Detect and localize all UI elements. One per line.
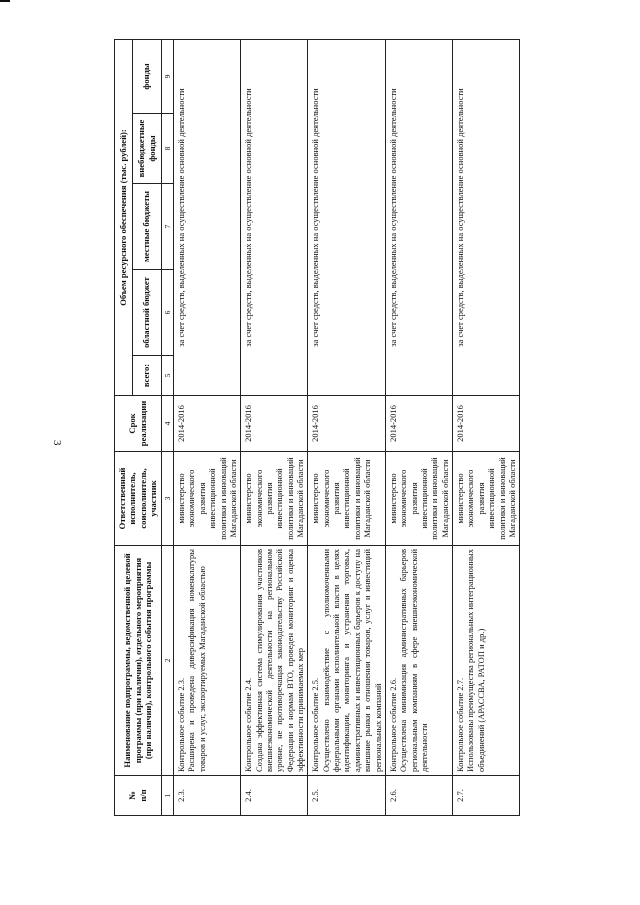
funding-note: за счет средств, выделенных на осуществление основной деятельности xyxy=(308,39,386,395)
row-number: 2.7. xyxy=(453,776,520,816)
responsible-executor: министерство экономического развития инвестиционной политики и инноваций Магаданской области xyxy=(308,452,386,546)
event-description: Создана эффективная система стимулирования участников внешнеэкономической деятельности на региональном уровне, не противоречащая законодательству Российской Федерации и нормам ВТО, проведен мониторинг и оценка эффективности принимаемых мер xyxy=(253,549,306,772)
responsible-executor: министерство экономического развития инвестиционной политики и инноваций Магаданской области xyxy=(453,452,520,546)
event-description: Осуществлена минимизация административных барьеров региональным компаниям в сфере внешнеэкономической деятельности xyxy=(398,549,429,772)
funding-note: за счет средств, выделенных на осуществление основной деятельности xyxy=(453,39,520,395)
responsible-executor: министерство экономического развития инвестиционной политики и инноваций Магаданской области xyxy=(241,452,308,546)
column-index: 9 xyxy=(161,39,173,113)
event-title: Контрольное событие 2.7. xyxy=(455,677,466,772)
event-description: Использованы преимущества региональных интеграционных объединений (АРАССВА, РАТОП и др.) xyxy=(465,549,486,772)
implementation-period: 2014-2016 xyxy=(174,396,241,452)
event-cell xyxy=(453,546,520,776)
column-index: 7 xyxy=(161,184,173,270)
page-number: 3 xyxy=(51,440,63,446)
event-cell xyxy=(385,546,452,776)
column-index: 1 xyxy=(161,776,173,816)
header-num: № п/п xyxy=(115,776,162,816)
row-number: 2.6. xyxy=(385,776,452,816)
implementation-period: 2014-2016 xyxy=(453,396,520,452)
header-local: местные бюджеты xyxy=(132,184,161,270)
column-index-row xyxy=(161,39,173,815)
event-title: Контрольное событие 2.6. xyxy=(387,677,398,772)
responsible-executor: министерство экономического развития инвестиционной политики и инноваций Магаданской области xyxy=(385,452,452,546)
header-total: всего: xyxy=(132,356,161,396)
column-index: 8 xyxy=(161,114,173,184)
column-index: 2 xyxy=(161,546,173,776)
event-description: Осуществлено взаимодействие с уполномоченными федеральными органами исполнительной власти в целях идентификации, мониторинга и устранения торговых, административных и инвестиционных барьеров к доступу на внешние рынки в отношении товаров, услуг и инвестиций региональных компаний xyxy=(320,549,383,772)
funding-note: за счет средств, выделенных на осуществление основной деятельности xyxy=(385,39,452,395)
event-title: Контрольное событие 2.3. xyxy=(176,677,187,772)
event-cell xyxy=(308,546,386,776)
event-description: Расширена и проведена диверсификация номенклатуры товаров и услуг, экспортируемых Магаданской областью xyxy=(186,549,207,772)
header-offbudget: внебюджетные фонды xyxy=(132,114,161,184)
row-number: 2.4. xyxy=(241,776,308,816)
header-row-main xyxy=(115,39,133,815)
table-row xyxy=(241,39,308,815)
responsible-executor: министерство экономического развития инвестиционной политики и инноваций Магаданской области xyxy=(174,452,241,546)
event-title: Контрольное событие 2.4. xyxy=(243,677,254,772)
table-row xyxy=(385,39,452,815)
implementation-period: 2014-2016 xyxy=(241,396,308,452)
funding-note: за счет средств, выделенных на осуществление основной деятельности xyxy=(241,39,308,395)
scan-corner-mark xyxy=(0,0,10,2)
header-responsible: Ответственный исполнитель, соисполнитель, участник xyxy=(115,452,162,546)
column-index: 4 xyxy=(161,396,173,452)
header-period: Срок реализации xyxy=(115,396,162,452)
event-cell xyxy=(174,546,241,776)
table-row xyxy=(453,39,520,815)
column-index: 6 xyxy=(161,270,173,356)
header-funds: фонды xyxy=(132,39,161,113)
column-index: 5 xyxy=(161,356,173,396)
table-row xyxy=(174,39,241,815)
row-number: 2.3. xyxy=(174,776,241,816)
header-funding: Объем ресурсного обеспечения (тыс. рублей): xyxy=(115,39,133,395)
table-row xyxy=(308,39,386,815)
header-regional: областной бюджет xyxy=(132,270,161,356)
implementation-period: 2014-2016 xyxy=(308,396,386,452)
column-index: 3 xyxy=(161,452,173,546)
funding-note: за счет средств, выделенных на осуществление основной деятельности xyxy=(174,39,241,395)
row-number: 2.5. xyxy=(308,776,386,816)
event-cell xyxy=(241,546,308,776)
implementation-period: 2014-2016 xyxy=(385,396,452,452)
header-name: Наименование подпрограммы, ведомственной целевой программы (при наличии), отдельного мероприятия (при наличии), контрольного события программы xyxy=(115,546,162,776)
program-events-table xyxy=(114,39,520,816)
event-title: Контрольное событие 2.5. xyxy=(310,677,321,772)
rotated-table-sheet xyxy=(114,40,631,816)
